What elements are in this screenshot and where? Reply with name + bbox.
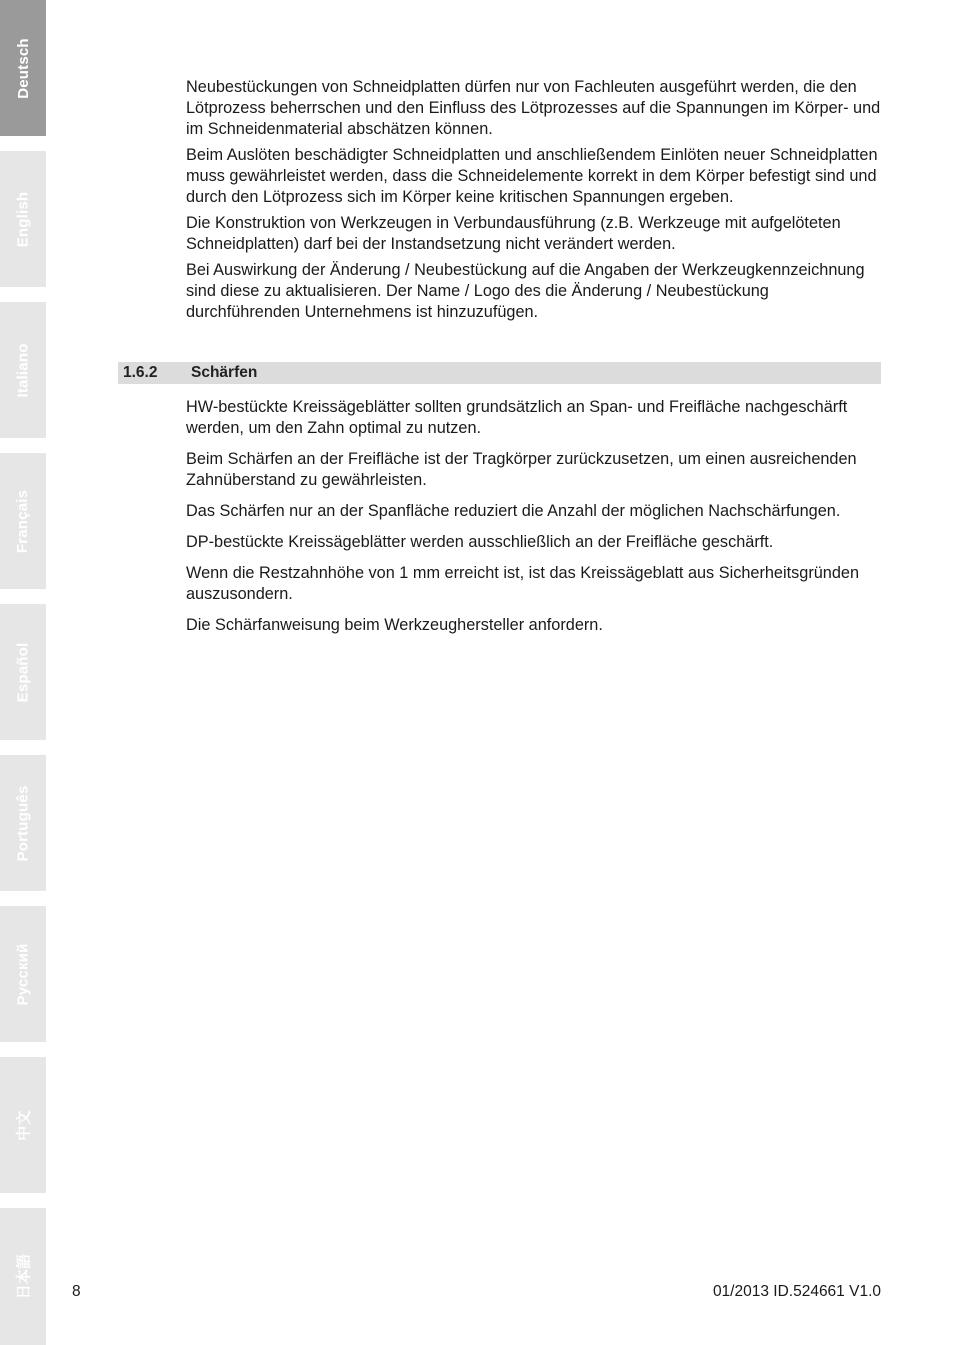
section-title: Schärfen <box>191 364 258 381</box>
page-number: 8 <box>72 1283 81 1300</box>
lang-tab-label: Português <box>14 785 32 861</box>
intro-text-block <box>186 77 886 328</box>
lang-tab-label: 中文 <box>15 1109 33 1141</box>
language-sidebar <box>0 0 46 1345</box>
lang-tab-nihongo[interactable] <box>0 1208 46 1345</box>
section-heading <box>118 362 881 384</box>
document-id: 01/2013 ID.524661 V1.0 <box>712 1283 881 1300</box>
lang-tab-zhongwen[interactable] <box>0 1057 46 1193</box>
paragraph: Beim Schärfen an der Freifläche ist der Tragkörper zurückzusetzen, um einen ausreichenden Zahnüberstand zu gewährleisten. <box>186 450 857 489</box>
lang-tab-label: 日本語 <box>15 1253 33 1300</box>
paragraph: Neubestückungen von Schneidplatten dürfen nur von Fachleuten ausgeführt werden, die den Lötprozess beherrschen und den Einfluss des Lötprozesses auf die Spannungen im Körper- und im Schneidenmaterial abschätzen können. <box>186 78 881 138</box>
paragraph: Wenn die Restzahnhöhe von 1 mm erreicht ist, ist das Kreissägeblatt aus Sicherheitsgründen auszusondern. <box>186 564 860 603</box>
paragraph: Die Konstruktion von Werkzeugen in Verbundausführung (z.B. Werkzeuge mit aufgelöteten Schneidplatten) darf bei der Instandsetzung nicht verändert werden. <box>186 214 841 253</box>
lang-tab-english[interactable] <box>0 151 46 287</box>
lang-tab-francais[interactable] <box>0 453 46 589</box>
paragraph: HW-bestückte Kreissägeblätter sollten grundsätzlich an Span- und Freifläche nachgeschärft werden, um den Zahn optimal zu nutzen. <box>186 398 848 437</box>
lang-tab-italiano[interactable] <box>0 302 46 438</box>
paragraph: Beim Auslöten beschädigter Schneidplatten und anschließendem Einlöten neuer Schneidplatten muss gewährleistet werden, dass die Schneidelemente korrekt in dem Körper befestigt sind und durch den Lötprozess sich im Körper keine kritischen Spannungen ergeben. <box>186 146 878 206</box>
lang-tab-label: English <box>14 191 32 247</box>
paragraph: Die Schärfanweisung beim Werkzeughersteller anfordern. <box>186 616 603 634</box>
paragraph: Das Schärfen nur an der Spanfläche reduziert die Anzahl der möglichen Nachschärfungen. <box>186 502 841 520</box>
lang-tab-russkiy[interactable] <box>0 906 46 1042</box>
section-text-block <box>186 397 886 646</box>
paragraph: Bei Auswirkung der Änderung / Neubestückung auf die Angaben der Werkzeugkennzeichnung sind diese zu aktualisieren. Der Name / Logo des die Änderung / Neubestückung durchführenden Unternehmens ist hinzuzufügen. <box>186 261 865 321</box>
lang-tab-label: Deutsch <box>14 37 32 99</box>
lang-tab-espanol[interactable] <box>0 604 46 740</box>
lang-tab-label: Русский <box>14 942 32 1006</box>
lang-tab-portugues[interactable] <box>0 755 46 891</box>
lang-tab-deutsch[interactable] <box>0 0 46 136</box>
lang-tab-label: Français <box>14 489 32 553</box>
lang-tab-label: Italiano <box>14 342 32 398</box>
lang-tab-label: Español <box>14 642 32 702</box>
section-number: 1.6.2 <box>123 364 158 381</box>
paragraph: DP-bestückte Kreissägeblätter werden ausschließlich an der Freifläche geschärft. <box>186 533 774 551</box>
